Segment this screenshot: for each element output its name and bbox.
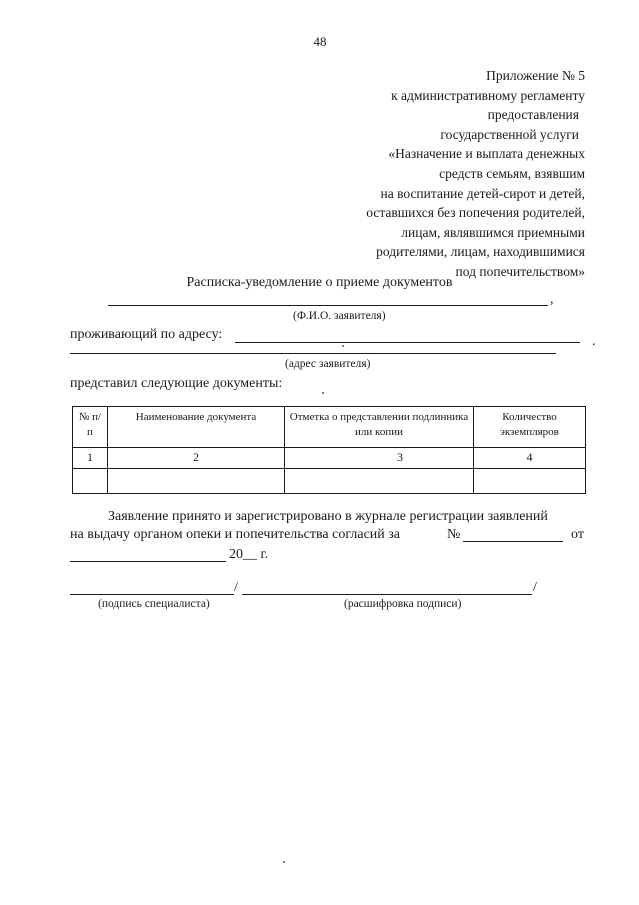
appendix-line: к административному регламенту — [391, 87, 585, 103]
address-line-2 — [70, 353, 556, 354]
table-row — [73, 448, 586, 469]
table-cell — [474, 469, 586, 494]
table-cell — [73, 469, 108, 494]
registration-from: от — [571, 527, 584, 542]
table-cell: 2 — [108, 448, 285, 469]
table-cell: 3 — [285, 448, 474, 469]
appendix-line: родителями, лицам, находившимися — [376, 244, 585, 260]
appendix-line: под попечительством» — [455, 263, 585, 279]
appendix-line: средств семьям, взявшим — [439, 165, 585, 181]
col-header-copies: Количество экземпляров — [474, 407, 586, 448]
col-header-original-copy: Отметка о представлении подлинника или копии — [285, 407, 474, 448]
registration-line-1: Заявление принято и зарегистрировано в журнале регистрации заявлений — [108, 509, 548, 524]
applicant-name-line — [108, 305, 548, 306]
name-line-comma: , — [550, 292, 554, 307]
table-cell — [285, 469, 474, 494]
signature-slash-2: / — [533, 580, 537, 595]
appendix-line: государственной услуги — [440, 126, 579, 142]
appendix-line: Приложение № 5 — [486, 68, 585, 83]
col-header-doc-name: Наименование документа — [108, 407, 285, 448]
applicant-address-caption: (адрес заявителя) — [285, 358, 371, 370]
table-header-row — [73, 407, 586, 448]
appendix-line: оставшихся без попечения родителей, — [366, 205, 585, 221]
appendix-line: предоставления — [487, 107, 579, 123]
appendix-line: на воспитание детей-сирот и детей, — [380, 185, 585, 201]
registration-number-sign: № — [447, 527, 461, 542]
address-line-end: . — [592, 334, 596, 349]
table-cell: 4 — [474, 448, 586, 469]
address-label: проживающий по адресу: — [70, 327, 223, 342]
page-number: 48 — [313, 34, 327, 49]
table-cell — [108, 469, 285, 494]
col-header-number: № п/п — [73, 407, 108, 448]
registration-line-2: на выдачу органом опеки и попечительства согласий за — [70, 527, 401, 542]
applicant-name-caption: (Ф.И.О. заявителя) — [293, 310, 386, 322]
scan-speck — [342, 345, 344, 347]
documents-label: представил следующие документы: — [70, 376, 283, 391]
registration-paragraph — [70, 507, 588, 527]
registration-date-line — [70, 561, 226, 562]
documents-table — [72, 406, 586, 494]
document-title: Расписка-уведомление о приеме документов — [186, 275, 453, 290]
appendix-line: «Назначение и выплата денежных — [388, 146, 585, 162]
specialist-signature-line — [70, 594, 234, 595]
scan-speck — [322, 392, 324, 394]
signature-decode-caption: (расшифровка подписи) — [344, 598, 462, 610]
registration-number-line — [463, 541, 563, 542]
appendix-line: лицам, являвшимся приемными — [401, 224, 585, 240]
signature-slash-1: / — [234, 580, 238, 595]
appendix-header — [366, 66, 585, 282]
address-line-1 — [235, 342, 580, 343]
scan-speck — [283, 861, 285, 863]
table-row — [73, 469, 586, 494]
registration-year: 20__ г. — [229, 547, 269, 562]
signature-decode-line — [242, 594, 532, 595]
specialist-signature-caption: (подпись специалиста) — [98, 598, 210, 610]
table-cell: 1 — [73, 448, 108, 469]
